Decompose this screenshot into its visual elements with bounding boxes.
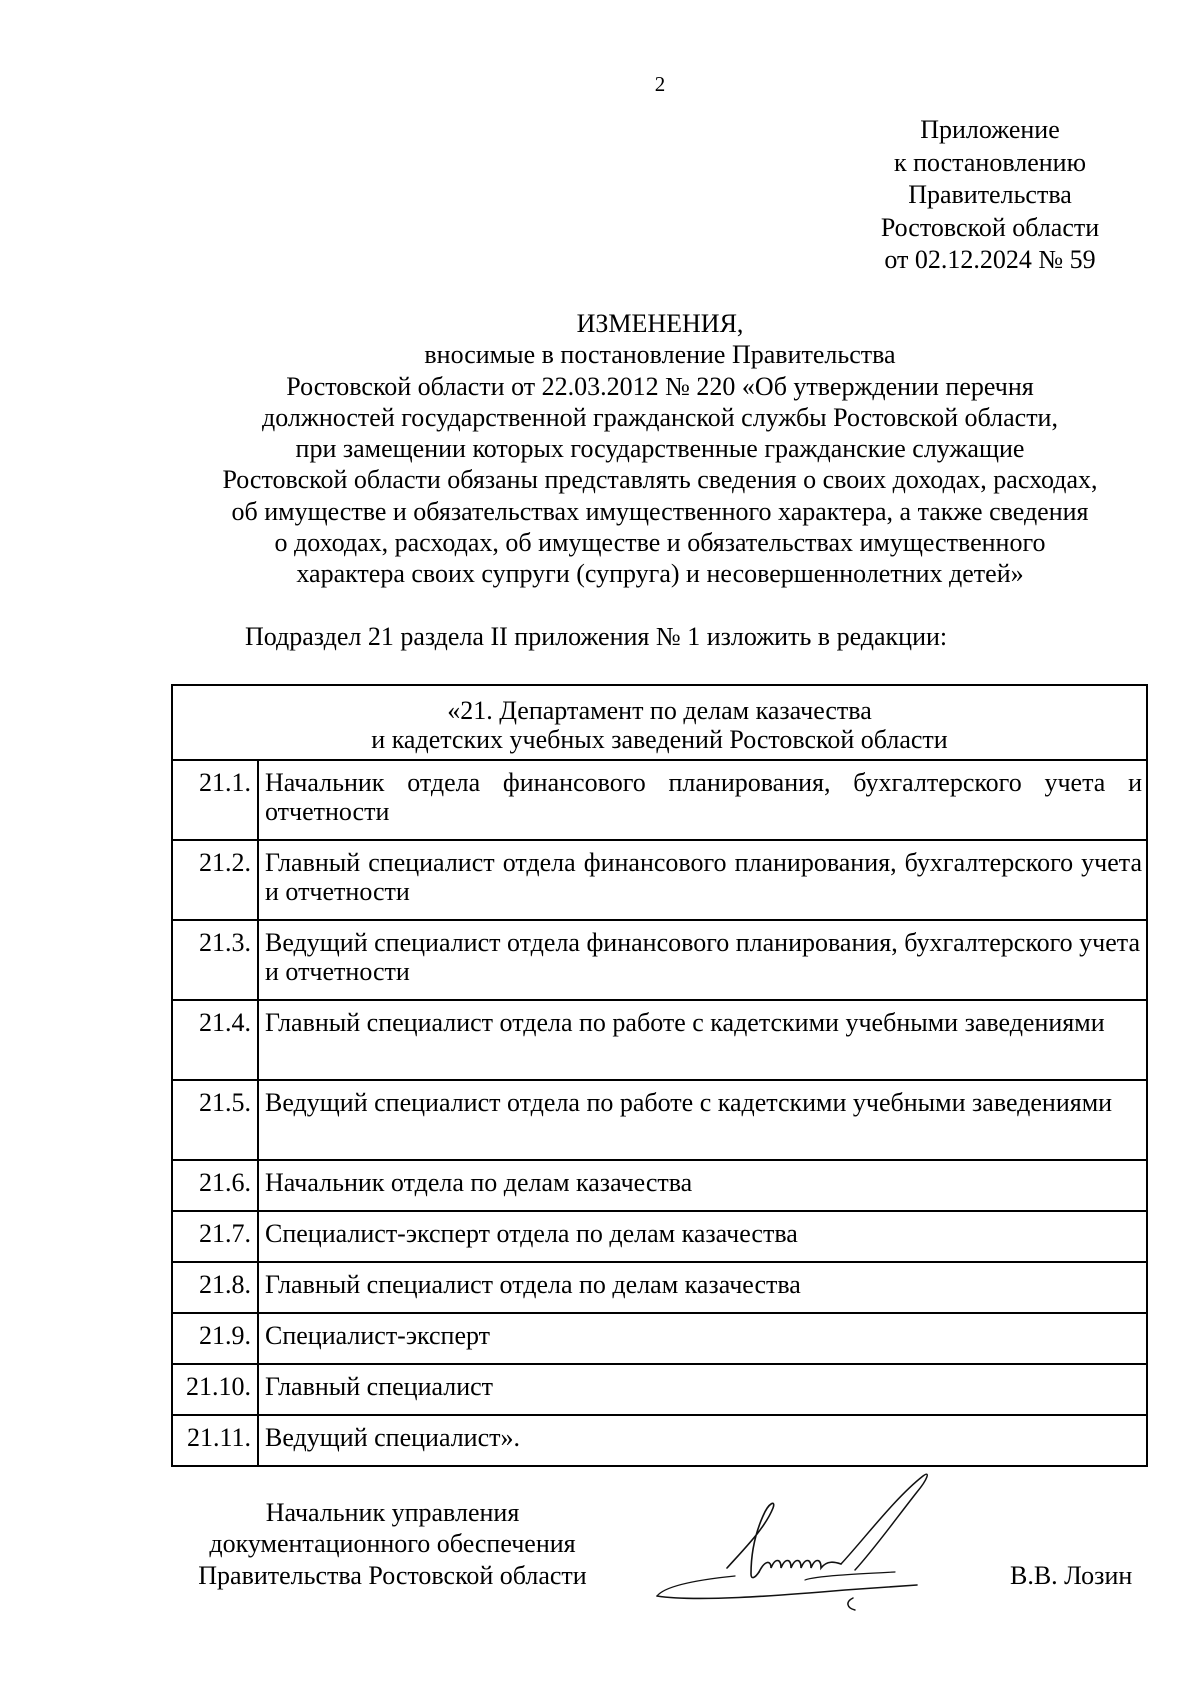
heading-line: Ростовской области от 22.03.2012 № 220 «Об утверждении перечня bbox=[286, 371, 1034, 401]
table-row bbox=[172, 920, 1147, 1000]
row-position: Начальник отдела по делам казачества bbox=[258, 1160, 1147, 1211]
table-header-row bbox=[172, 685, 1147, 760]
row-number: 21.9. bbox=[172, 1313, 258, 1364]
row-number: 21.2. bbox=[172, 840, 258, 920]
table-row bbox=[172, 760, 1147, 840]
row-number: 21.6. bbox=[172, 1160, 258, 1211]
appendix-line: к постановлению bbox=[893, 147, 1087, 177]
intro-paragraph: Подраздел 21 раздела II приложения № 1 изложить в редакции: bbox=[245, 622, 948, 651]
row-position: Начальник отдела финансового планирования, бухгалтерского учета и отчетности bbox=[258, 760, 1147, 840]
table-row bbox=[172, 1000, 1147, 1080]
table-row bbox=[172, 1313, 1147, 1364]
table-row bbox=[172, 1211, 1147, 1262]
signer-title-line: Начальник управления bbox=[265, 1498, 520, 1527]
appendix-line: Приложение bbox=[920, 115, 1060, 144]
department-title-line: «21. Департамент по делам казачества bbox=[447, 696, 872, 725]
row-number: 21.5. bbox=[172, 1080, 258, 1160]
heading-line: характера своих супруги (супруга) и несовершеннолетних детей» bbox=[296, 559, 1024, 589]
row-number: 21.8. bbox=[172, 1262, 258, 1313]
row-position: Ведущий специалист». bbox=[258, 1415, 1147, 1466]
signer-title bbox=[170, 1497, 615, 1591]
heading-line: Ростовской области обязаны представлять сведения о своих доходах, расходах, bbox=[222, 465, 1098, 495]
row-number: 21.7. bbox=[172, 1211, 258, 1262]
heading-line: вносимые в постановление Правительства bbox=[424, 340, 896, 370]
heading-title: ИЗМЕНЕНИЯ, bbox=[576, 309, 744, 338]
document-heading bbox=[160, 308, 1160, 590]
page-number: 2 bbox=[654, 72, 666, 96]
row-position: Специалист-эксперт bbox=[258, 1313, 1147, 1364]
heading-line: должностей государственной гражданской службы Ростовской области, bbox=[262, 402, 1058, 432]
row-number: 21.4. bbox=[172, 1000, 258, 1080]
heading-line: об имуществе и обязательствах имущественного характера, а также сведения bbox=[231, 496, 1089, 526]
row-position: Ведущий специалист отдела по работе с кадетскими учебными заведениями bbox=[258, 1080, 1147, 1160]
table-row bbox=[172, 1160, 1147, 1211]
appendix-line: от 02.12.2024 № 59 bbox=[884, 245, 1096, 274]
row-position: Главный специалист bbox=[258, 1364, 1147, 1415]
positions-table bbox=[171, 684, 1148, 1467]
signer-title-line: документационного обеспечения bbox=[209, 1529, 576, 1559]
appendix-line: Ростовской области bbox=[880, 212, 1100, 242]
table-row bbox=[172, 840, 1147, 920]
department-title-line: и кадетских учебных заведений Ростовской области bbox=[371, 725, 948, 754]
row-position: Специалист-эксперт отдела по делам казачества bbox=[258, 1211, 1147, 1262]
appendix-block bbox=[830, 114, 1150, 277]
row-position: Ведущий специалист отдела финансового планирования, бухгалтерского учета и отчетности bbox=[258, 920, 1147, 1000]
table-row bbox=[172, 1262, 1147, 1313]
row-number: 21.3. bbox=[172, 920, 258, 1000]
row-position: Главный специалист отдела по работе с кадетскими учебными заведениями bbox=[258, 1000, 1147, 1080]
signer-title-line: Правительства Ростовской области bbox=[198, 1560, 587, 1590]
signer-name: В.В. Лозин bbox=[1010, 1561, 1133, 1590]
row-position: Главный специалист отдела финансового планирования, бухгалтерского учета и отчетности bbox=[258, 840, 1147, 920]
table-row bbox=[172, 1364, 1147, 1415]
appendix-line: Правительства bbox=[908, 180, 1072, 209]
table-row bbox=[172, 1080, 1147, 1160]
table-row bbox=[172, 1415, 1147, 1466]
handwritten-signature bbox=[655, 1468, 985, 1618]
row-number: 21.1. bbox=[172, 760, 258, 840]
heading-line: при замещении которых государственные гражданские служащие bbox=[295, 434, 1025, 464]
row-number: 21.11. bbox=[172, 1415, 258, 1466]
heading-line: о доходах, расходах, об имуществе и обязательствах имущественного bbox=[274, 528, 1046, 558]
row-position: Главный специалист отдела по делам казачества bbox=[258, 1262, 1147, 1313]
department-title-cell bbox=[172, 685, 1147, 760]
row-number: 21.10. bbox=[172, 1364, 258, 1415]
